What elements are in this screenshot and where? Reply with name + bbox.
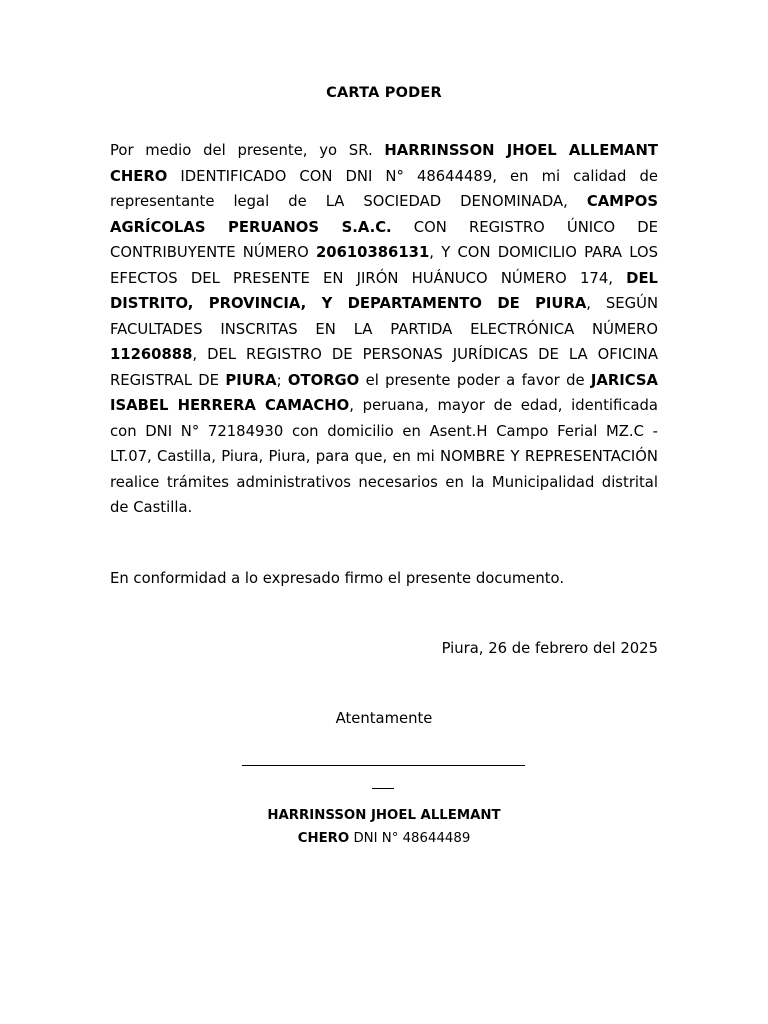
signatory-block xyxy=(0,804,768,850)
body-text: CON REGISTRO ÚNICO DE CONTRIBUYENTE NÚMERO xyxy=(110,218,658,261)
registry-number: 11260888 xyxy=(110,346,193,363)
signatory-name-line1 xyxy=(0,804,768,827)
signatory-dni: DNI N° 48644489 xyxy=(349,831,471,846)
signatory-name: HARRINSSON JHOEL ALLEMANT xyxy=(267,808,501,823)
body-text: , SEGÚN FACULTADES INSCRITAS EN LA PARTIDA ELECTRÓNICA NÚMERO xyxy=(110,295,659,338)
body-text: , DEL REGISTRO DE PERSONAS JURÍDICAS DE LA OFICINA REGISTRAL DE xyxy=(110,346,658,389)
signature-line-continuation xyxy=(372,788,394,789)
signature-line xyxy=(242,765,525,766)
body-text: ; xyxy=(276,371,288,389)
document-title: CARTA PODER xyxy=(326,85,442,101)
body-text: , peruana, mayor de edad, identificada con DNI N° 72184930 con domicilio en Asent.H Campo Ferial MZ.C - LT.07, Castilla, Piura, Piura, para que, en mi NOMBRE Y REPRESENTACIÓN realice trámites administrativos necesarios en la Municipalidad distrital de Castilla. xyxy=(110,397,658,516)
district-text: DEL DISTRITO, PROVINCIA, Y DEPARTAMENTO DE PIURA xyxy=(110,269,658,312)
place-date: Piura, 26 de febrero del 2025 xyxy=(441,640,658,657)
body-text: Por medio del presente, yo SR. xyxy=(110,142,385,159)
conformity-statement: En conformidad a lo expresado firmo el presente documento. xyxy=(110,570,565,587)
company-name: CAMPOS AGRÍCOLAS PERUANOS S.A.C. xyxy=(110,193,658,236)
signatory-name-line2 xyxy=(0,827,768,850)
power-of-attorney-paragraph xyxy=(110,138,658,521)
grantor-name: HARRINSSON JHOEL ALLEMANT CHERO xyxy=(110,142,658,185)
signatory-surname: CHERO xyxy=(297,831,350,846)
grantee-name: JARICSA ISABEL HERRERA CAMACHO xyxy=(110,371,658,414)
registry-city: PIURA xyxy=(225,371,277,389)
body-text: IDENTIFICADO CON DNI N° 48644489, en mi calidad de representante legal de LA SOCIEDAD DENOMINADA, xyxy=(110,167,658,210)
body-text: el presente poder a favor de xyxy=(359,371,591,389)
grant-verb: OTORGO xyxy=(287,371,360,389)
closing-salutation: Atentamente xyxy=(335,710,433,727)
body-text: , Y CON DOMICILIO PARA LOS EFECTOS DEL PRESENTE EN JIRÓN HUÁNUCO NÚMERO 174, xyxy=(110,244,658,287)
ruc-number: 20610386131 xyxy=(315,244,430,261)
